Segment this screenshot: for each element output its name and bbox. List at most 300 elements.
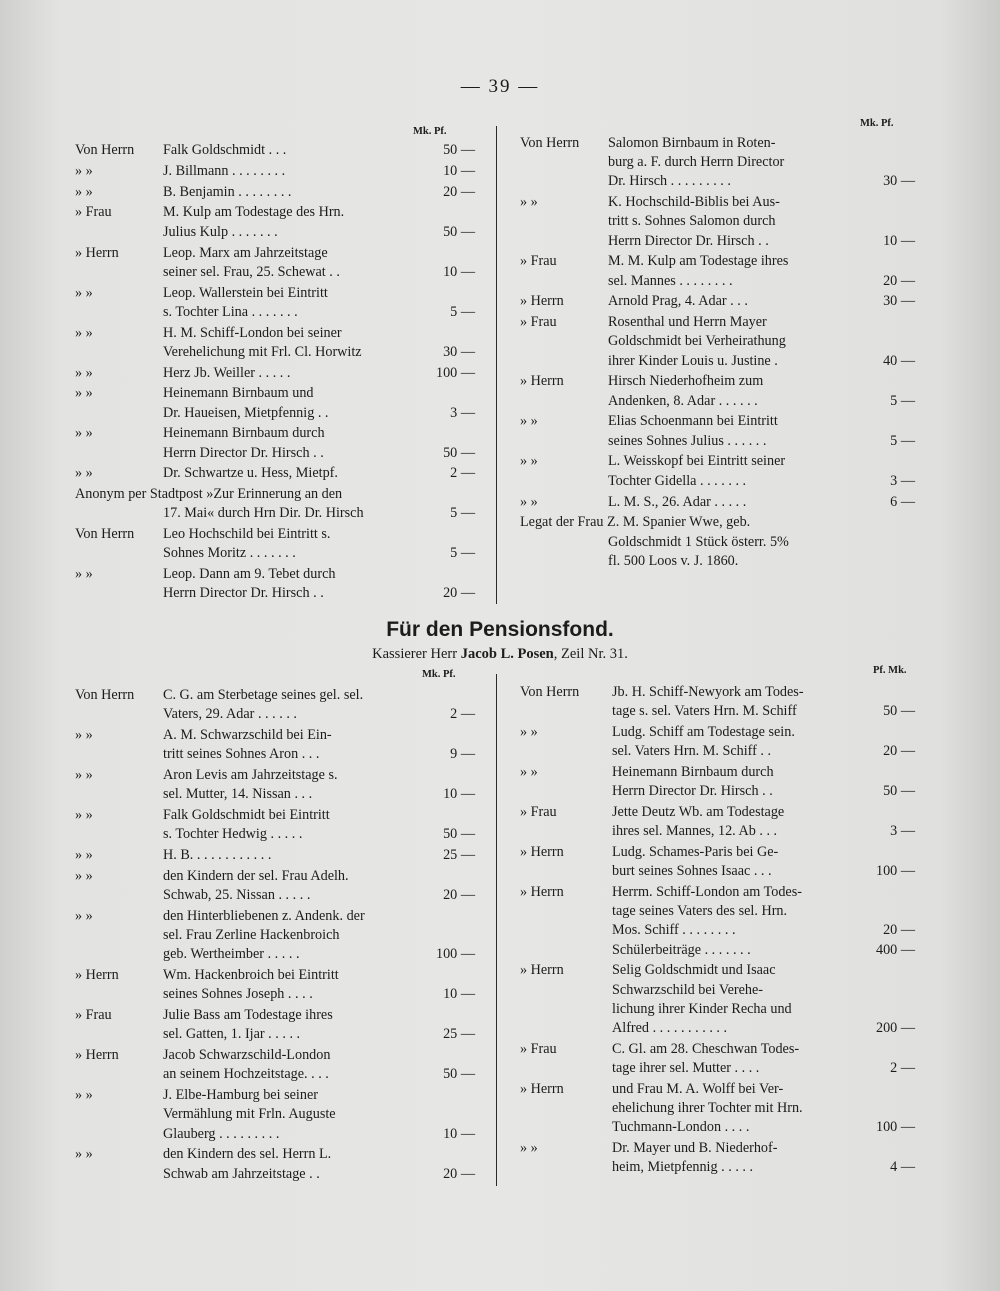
entry-text: sel. Mannes . . . . . . . . <box>608 272 733 289</box>
donation-entry <box>75 1086 475 1144</box>
entry-line <box>75 1046 475 1065</box>
donations-top-right <box>520 134 915 573</box>
entry-line <box>75 1025 475 1044</box>
entry-line <box>75 867 475 886</box>
entry-line <box>75 1165 475 1184</box>
entry-line <box>520 961 915 980</box>
entry-line <box>75 985 475 1004</box>
entry-amount: 5 — <box>890 392 915 409</box>
entry-label: Von Herrn <box>520 135 580 151</box>
entry-text: Ludg. Schiff am Todestage sein. <box>612 724 795 741</box>
entry-text: Dr. Mayer und B. Niederhof- <box>612 1140 778 1157</box>
entry-text: tritt s. Sohnes Salomon durch <box>608 213 776 230</box>
entry-amount: 5 — <box>450 545 475 562</box>
entry-label: » » <box>520 453 538 470</box>
entry-text: J. Elbe-Hamburg bei seiner <box>163 1087 318 1104</box>
entry-line <box>520 862 915 881</box>
currency-header-top-left: Mk. Pf. <box>413 126 447 137</box>
page-number: — 39 — <box>460 76 540 97</box>
entry-label: » » <box>75 284 93 301</box>
entry-text: Herrn Director Dr. Hirsch . . <box>163 585 324 602</box>
entry-line <box>75 424 475 443</box>
entry-line <box>75 686 475 705</box>
entry-label: » Frau <box>75 1007 112 1024</box>
entry-line <box>520 1059 915 1078</box>
entry-text: tage seines Vaters des sel. Hrn. <box>612 903 788 920</box>
entry-label: Legat der Frau Z. M. Spanier Wwe, geb. <box>520 514 751 531</box>
entry-line <box>75 726 475 745</box>
entry-text: Aron Levis am Jahrzeitstage s. <box>163 767 338 784</box>
entry-line <box>520 513 915 532</box>
entry-amount: 20 — <box>883 922 915 939</box>
entry-text: und Frau M. A. Wolff bei Ver- <box>612 1080 784 1097</box>
entry-line <box>75 183 475 202</box>
entry-amount: 20 — <box>443 1165 475 1182</box>
donation-entry <box>75 846 475 865</box>
donation-entry <box>75 726 475 764</box>
donation-entry <box>75 1006 475 1044</box>
entry-text: M. Kulp am Todestage des Hrn. <box>163 204 345 221</box>
entry-line <box>75 966 475 985</box>
donation-entry <box>520 1040 915 1078</box>
entry-line <box>520 683 915 702</box>
entry-text: sel. Mutter, 14. Nissan . . . <box>163 786 313 803</box>
entry-label: » Herrn <box>520 962 564 979</box>
donation-entry <box>520 372 915 410</box>
entry-line <box>520 843 915 862</box>
entry-label: » » <box>75 385 93 402</box>
entry-line <box>520 1080 915 1099</box>
entry-line <box>75 525 475 544</box>
entry-text: L. M. S., 26. Adar . . . . . <box>608 493 747 510</box>
entry-label: » Frau <box>520 1040 557 1057</box>
entry-text: fl. 500 Loos v. J. 1860. <box>608 552 739 569</box>
entry-text: A. M. Schwarzschild bei Ein- <box>163 727 332 744</box>
donation-entry <box>520 763 915 801</box>
entry-label: » » <box>520 1140 538 1157</box>
entry-line <box>520 1019 915 1038</box>
entry-line <box>520 134 915 153</box>
entry-line <box>75 244 475 263</box>
entry-line <box>520 763 915 782</box>
entry-label: Von Herrn <box>75 142 135 158</box>
entry-line <box>520 1118 915 1137</box>
entry-line <box>520 883 915 902</box>
donation-entry <box>75 806 475 844</box>
entry-line <box>75 364 475 383</box>
entry-line <box>520 1099 915 1118</box>
entry-line <box>520 372 915 391</box>
entry-line <box>75 504 475 523</box>
entry-amount: 50 — <box>443 223 475 240</box>
entry-line <box>520 822 915 841</box>
entry-text: J. Billmann . . . . . . . . <box>163 162 286 179</box>
entry-amount: 2 — <box>890 1060 915 1077</box>
donation-entry <box>75 1046 475 1084</box>
entry-label: » Herrn <box>520 1080 564 1097</box>
entry-line <box>75 162 475 181</box>
entry-text: Vaters, 29. Adar . . . . . . <box>163 706 297 723</box>
entry-amount: 20 — <box>883 743 915 760</box>
entry-line <box>75 886 475 905</box>
entry-line <box>520 472 915 491</box>
entry-line <box>75 745 475 764</box>
entry-text: seiner sel. Frau, 25. Schewat . . <box>163 263 340 280</box>
entry-text: Jette Deutz Wb. am Todestage <box>612 804 785 821</box>
entry-amount: 25 — <box>443 1026 475 1043</box>
entry-text: Schülerbeiträge . . . . . . . <box>612 941 751 958</box>
entry-label: » » <box>75 183 93 200</box>
entry-text: Dr. Haueisen, Mietpfennig . . <box>163 404 329 421</box>
entry-text: Herrn Director Dr. Hirsch . . <box>608 232 769 249</box>
donation-entry <box>520 961 915 1038</box>
entry-text: Arnold Prag, 4. Adar . . . <box>608 293 748 310</box>
donation-entry <box>75 565 475 603</box>
donation-entry <box>520 313 915 371</box>
entry-text: Verehelichung mit Frl. Cl. Horwitz <box>163 343 362 360</box>
entry-amount: 10 — <box>883 232 915 249</box>
entry-line <box>520 1139 915 1158</box>
entry-amount: 20 — <box>443 585 475 602</box>
entry-line <box>520 212 915 231</box>
entry-amount: 20 — <box>443 887 475 904</box>
entry-label: » » <box>75 867 93 884</box>
donation-entry <box>520 1080 915 1138</box>
donations-bottom-right <box>520 683 915 1179</box>
donations-bottom-left <box>75 686 475 1185</box>
column-divider-bottom <box>496 674 497 1186</box>
entry-line <box>520 392 915 411</box>
entry-amount: 3 — <box>890 472 915 489</box>
entry-text: Andenken, 8. Adar . . . . . . <box>608 392 758 409</box>
entry-text: B. Benjamin . . . . . . . . <box>163 183 292 200</box>
entry-line <box>75 1105 475 1124</box>
entry-label: » Herrn <box>520 373 564 390</box>
entry-text: lichung ihrer Kinder Recha und <box>612 1000 792 1017</box>
donation-entry <box>75 364 475 383</box>
entry-text: Jb. H. Schiff-Newyork am Todes- <box>612 684 804 700</box>
entry-amount: 100 — <box>435 946 475 963</box>
entry-text: s. Tochter Lina . . . . . . . <box>163 303 298 320</box>
entry-line <box>520 742 915 761</box>
donation-entry <box>75 162 475 181</box>
entry-text: Mos. Schiff . . . . . . . . <box>612 922 736 939</box>
entry-amount: 2 — <box>450 465 475 482</box>
entry-label: » » <box>75 1146 93 1163</box>
entry-amount: 2 — <box>450 706 475 723</box>
donation-entry <box>520 1139 915 1177</box>
entry-text: Schwab, 25. Nissan . . . . . <box>163 887 311 904</box>
entry-line <box>520 352 915 371</box>
donation-entry <box>75 1145 475 1183</box>
entry-amount: 30 — <box>883 293 915 310</box>
entry-amount: 25 — <box>443 847 475 864</box>
donation-entry <box>520 493 915 512</box>
cashier-name: Jacob L. Posen <box>460 646 554 662</box>
entry-line <box>520 153 915 172</box>
entry-text: den Kindern des sel. Herrn L. <box>163 1146 332 1163</box>
entry-text: sel. Gatten, 1. Ijar . . . . . <box>163 1026 301 1043</box>
donations-top-left <box>75 141 475 605</box>
entry-line <box>520 1000 915 1019</box>
entry-line <box>75 926 475 945</box>
entry-text: Sohnes Moritz . . . . . . . <box>163 545 296 562</box>
entry-text: Rosenthal und Herrn Mayer <box>608 314 767 331</box>
entry-text: sel. Vaters Hrn. M. Schiff . . <box>612 743 772 760</box>
entry-line <box>520 452 915 471</box>
entry-amount: 5 — <box>450 303 475 320</box>
entry-label: » » <box>75 907 93 924</box>
entry-text: Schwab am Jahrzeitstage . . <box>163 1165 320 1182</box>
entry-text: M. M. Kulp am Todestage ihres <box>608 253 789 270</box>
entry-label: » » <box>75 727 93 744</box>
entry-text: C. Gl. am 28. Cheschwan Todes- <box>612 1040 800 1057</box>
donation-entry <box>520 723 915 761</box>
entry-line <box>75 404 475 423</box>
donation-entry <box>75 464 475 483</box>
entry-line <box>75 565 475 584</box>
entry-text: Goldschmidt 1 Stück österr. 5% <box>608 533 789 550</box>
entry-text: tage ihrer sel. Mutter . . . . <box>612 1060 760 1077</box>
entry-line <box>520 981 915 1000</box>
donation-entry <box>520 193 915 251</box>
donation-entry <box>75 203 475 241</box>
entry-line <box>520 702 915 721</box>
entry-text: tage s. sel. Vaters Hrn. M. Schiff <box>612 703 797 720</box>
entry-label: » » <box>75 1087 93 1104</box>
entry-text: Leo Hochschild bei Eintritt s. <box>163 526 331 543</box>
entry-line <box>75 263 475 282</box>
entry-amount: 200 — <box>875 1020 915 1037</box>
entry-text: H. M. Schiff-London bei seiner <box>163 324 342 341</box>
entry-label: » Herrn <box>75 1047 119 1064</box>
entry-label: » » <box>520 194 538 211</box>
entry-label: » Frau <box>520 314 557 331</box>
entry-line <box>520 332 915 351</box>
entry-line <box>75 464 475 483</box>
donation-entry <box>520 883 915 960</box>
entry-amount: 50 — <box>443 444 475 461</box>
entry-line <box>75 945 475 964</box>
entry-text: seines Sohnes Joseph . . . . <box>163 986 313 1003</box>
currency-header-top-right: Mk. Pf. <box>860 118 894 129</box>
entry-amount: 3 — <box>450 404 475 421</box>
entry-line <box>75 284 475 303</box>
entry-text: burg a. F. durch Herrn Director <box>608 154 785 171</box>
entry-line <box>520 493 915 512</box>
entry-line <box>520 232 915 251</box>
entry-text: Leop. Marx am Jahrzeitstage <box>163 244 328 261</box>
entry-text: K. Hochschild-Biblis bei Aus- <box>608 194 780 211</box>
entry-label: Von Herrn <box>520 684 580 700</box>
entry-amount: 50 — <box>443 142 475 158</box>
entry-text: geb. Wertheimber . . . . . <box>163 946 300 963</box>
entry-line <box>520 921 915 940</box>
entry-line <box>75 384 475 403</box>
entry-text: ihrer Kinder Louis u. Justine . <box>608 352 778 369</box>
entry-amount: 4 — <box>890 1159 915 1176</box>
entry-amount: 50 — <box>443 826 475 843</box>
entry-line <box>75 485 475 504</box>
entry-line <box>75 303 475 322</box>
entry-line <box>75 141 475 160</box>
entry-text: burt seines Sohnes Isaac . . . <box>612 863 772 880</box>
entry-line <box>520 1040 915 1059</box>
entry-text: heim, Mietpfennig . . . . . <box>612 1159 754 1176</box>
donation-entry <box>75 284 475 322</box>
entry-text: H. B. . . . . . . . . . . . <box>163 847 272 864</box>
entry-text: ehelichung ihrer Tochter mit Hrn. <box>612 1100 803 1117</box>
entry-label: Von Herrn <box>75 687 135 703</box>
entry-label: » » <box>520 764 538 781</box>
donation-entry <box>75 183 475 202</box>
entry-line <box>520 941 915 960</box>
entry-text: seines Sohnes Julius . . . . . . <box>608 432 767 449</box>
entry-text: Selig Goldschmidt und Isaac <box>612 962 776 979</box>
entry-text: Elias Schoenmann bei Eintritt <box>608 413 778 430</box>
entry-text: Dr. Hirsch . . . . . . . . . <box>608 173 731 190</box>
cashier-line <box>0 646 1000 663</box>
entry-amount: 30 — <box>883 173 915 190</box>
entry-line <box>520 432 915 451</box>
donation-entry <box>520 292 915 311</box>
entry-label: » » <box>75 324 93 341</box>
entry-text: an seinem Hochzeitstage. . . . <box>163 1066 329 1083</box>
donation-entry <box>520 683 915 721</box>
entry-label: Anonym per Stadtpost »Zur Erinnerung an den <box>75 486 343 503</box>
entry-line <box>75 705 475 724</box>
entry-line <box>520 803 915 822</box>
entry-amount: 10 — <box>443 263 475 280</box>
entry-amount: 10 — <box>443 162 475 179</box>
donation-entry <box>520 513 915 571</box>
donation-entry <box>520 252 915 290</box>
entry-line <box>520 902 915 921</box>
donation-entry <box>75 686 475 724</box>
entry-text: Heinemann Birnbaum durch <box>612 764 774 781</box>
entry-text: Hirsch Niederhofheim zum <box>608 373 764 390</box>
donation-entry <box>75 907 475 965</box>
entry-text: Vermählung mit Frln. Auguste <box>163 1106 336 1123</box>
entry-line <box>520 723 915 742</box>
entry-text: s. Tochter Hedwig . . . . . <box>163 826 303 843</box>
entry-amount: 3 — <box>890 823 915 840</box>
donation-entry <box>75 867 475 905</box>
entry-text: sel. Frau Zerline Hackenbroich <box>163 927 340 944</box>
entry-amount: 50 — <box>443 1066 475 1083</box>
entry-line <box>75 203 475 222</box>
entry-text: Glauberg . . . . . . . . . <box>163 1125 280 1142</box>
cashier-prefix: Kassierer Herr <box>372 646 458 662</box>
entry-label: » Herrn <box>520 884 564 901</box>
entry-label: » Herrn <box>520 844 564 861</box>
entry-line <box>75 785 475 804</box>
entry-label: Von Herrn <box>75 526 135 543</box>
entry-text: L. Weisskopf bei Eintritt seiner <box>608 453 786 470</box>
donation-entry <box>75 766 475 804</box>
entry-line <box>75 825 475 844</box>
entry-line <box>75 444 475 463</box>
entry-line <box>75 584 475 603</box>
cashier-suffix: , Zeil Nr. 31. <box>553 646 628 662</box>
entry-label: » » <box>75 566 93 583</box>
entry-label: » » <box>75 162 93 179</box>
entry-amount: 5 — <box>890 432 915 449</box>
entry-amount: 40 — <box>883 352 915 369</box>
currency-header-bottom-left: Mk. Pf. <box>422 669 456 680</box>
entry-text: Falk Goldschmidt bei Eintritt <box>163 807 330 824</box>
entry-amount: 6 — <box>890 493 915 510</box>
entry-text: Ludg. Schames-Paris bei Ge- <box>612 844 779 861</box>
entry-label: » Herrn <box>75 244 119 261</box>
entry-text: Wm. Hackenbroich bei Eintritt <box>163 967 339 984</box>
entry-text: 17. Mai« durch Hrn Dir. Dr. Hirsch <box>163 505 364 522</box>
entry-line <box>520 252 915 271</box>
entry-line <box>75 1006 475 1025</box>
entry-label: » » <box>75 847 93 864</box>
entry-text: Leop. Dann am 9. Tebet durch <box>163 566 336 583</box>
donation-entry <box>75 966 475 1004</box>
entry-line <box>520 533 915 552</box>
entry-text: Leop. Wallerstein bei Eintritt <box>163 284 328 301</box>
entry-text: Jacob Schwarzschild-London <box>163 1047 331 1064</box>
donation-entry <box>520 803 915 841</box>
section-title: Für den Pensionsfond. <box>386 618 614 641</box>
entry-text: Schwarzschild bei Verehe- <box>612 981 764 998</box>
entry-amount: 9 — <box>450 746 475 763</box>
entry-amount: 10 — <box>443 1125 475 1142</box>
donation-entry <box>520 134 915 192</box>
entry-amount: 100 — <box>875 863 915 880</box>
entry-text: Falk Goldschmidt . . . <box>163 142 287 158</box>
entry-amount: 10 — <box>443 986 475 1003</box>
entry-text: Dr. Schwartze u. Hess, Mietpf. <box>163 465 338 482</box>
entry-label: » » <box>75 364 93 381</box>
entry-text: C. G. am Sterbetage seines gel. sel. <box>163 687 364 703</box>
entry-amount: 100 — <box>435 364 475 381</box>
entry-line <box>75 343 475 362</box>
entry-amount: 400 — <box>875 941 915 958</box>
entry-amount: 10 — <box>443 786 475 803</box>
entry-label: » » <box>75 767 93 784</box>
entry-text: Herrn Director Dr. Hirsch . . <box>163 444 324 461</box>
entry-line <box>520 193 915 212</box>
entry-line <box>75 1086 475 1105</box>
entry-text: Goldschmidt bei Verheirathung <box>608 333 786 350</box>
entry-text: Alfred . . . . . . . . . . . <box>612 1020 728 1037</box>
donation-entry <box>75 485 475 523</box>
entry-amount: 50 — <box>883 783 915 800</box>
donation-entry <box>520 412 915 450</box>
entry-line <box>520 272 915 291</box>
entry-label: » » <box>75 807 93 824</box>
entry-label: » Frau <box>520 253 557 270</box>
entry-label: » » <box>520 493 538 510</box>
entry-amount: 20 — <box>443 183 475 200</box>
currency-header-bottom-right: Pf. Mk. <box>873 665 907 676</box>
entry-text: Tuchmann-London . . . . <box>612 1119 750 1136</box>
donation-entry <box>75 324 475 362</box>
entry-line <box>75 806 475 825</box>
entry-text: Herrm. Schiff-London am Todes- <box>612 884 802 901</box>
entry-line <box>520 412 915 431</box>
entry-line <box>520 1158 915 1177</box>
entry-line <box>75 223 475 242</box>
entry-line <box>75 544 475 563</box>
entry-label: » » <box>520 413 538 430</box>
column-divider-top <box>496 126 497 604</box>
donation-entry <box>75 525 475 563</box>
